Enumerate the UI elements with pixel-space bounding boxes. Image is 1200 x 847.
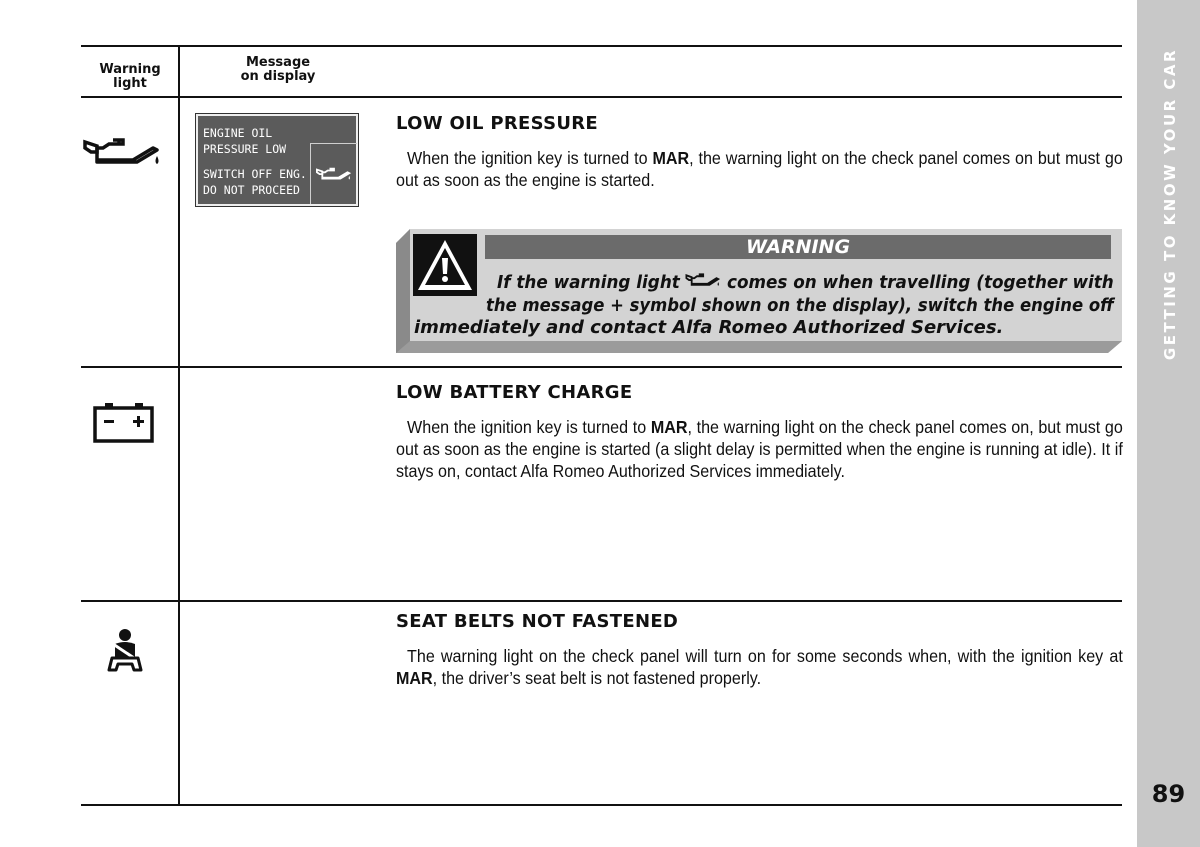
header-message-line2: on display <box>240 69 316 84</box>
header-message-line1: Message <box>245 55 311 70</box>
warning-triangle-icon <box>413 234 477 296</box>
section-body-battery <box>396 416 1123 482</box>
chapter-title: GETTING TO KNOW YOUR CAR <box>1161 47 1179 361</box>
body-text-pre: The warning light on the check panel will turn on for some seconds when, with the ignition key at <box>407 646 1123 666</box>
section-title-oil: LOW OIL PRESSURE <box>396 113 599 134</box>
body-text-pre: When the ignition key is turned to <box>407 417 651 437</box>
warning-box-bottom-edge <box>396 341 1122 353</box>
warning-text-post: comes on when travelling (together with <box>726 272 1114 293</box>
warning-text-line3: immediately and contact Alfa Romeo Authorized Services. <box>414 317 1004 338</box>
warning-heading: WARNING <box>485 235 1111 259</box>
section-body-seatbelt <box>396 645 1123 689</box>
key-position: MAR <box>650 417 688 437</box>
row-divider <box>81 600 1122 602</box>
seat-belt-icon <box>106 628 144 678</box>
warning-box-edge <box>396 229 410 353</box>
section-body-oil <box>396 147 1123 191</box>
display-message-oil <box>196 114 358 206</box>
display-line: PRESSURE LOW <box>203 142 287 156</box>
display-line: ENGINE OIL <box>203 126 273 140</box>
page-number: 89 <box>1151 780 1186 808</box>
oil-can-icon <box>316 166 352 184</box>
body-text-post: , the warning light on the check panel comes on but must go out as soon as the engine is started. <box>396 148 1123 190</box>
battery-icon <box>93 401 155 449</box>
oil-can-icon <box>686 272 721 290</box>
key-position: MAR <box>396 668 433 688</box>
display-icon-box <box>310 143 357 204</box>
warning-text-line1 <box>497 271 1114 294</box>
warning-text-line2: the message + symbol shown on the display), switch the engine off <box>486 295 1114 316</box>
display-line: DO NOT PROCEED <box>203 183 300 197</box>
section-title-seatbelt: SEAT BELTS NOT FASTENED <box>396 611 679 632</box>
header-rule <box>81 96 1122 98</box>
warning-text-pre: If the warning light <box>497 272 680 293</box>
body-text-post: , the driver’s seat belt is not fastened properly. <box>432 668 762 688</box>
oil-can-icon <box>83 136 163 176</box>
key-position: MAR <box>652 148 690 168</box>
header-message <box>222 56 334 84</box>
table-bottom-rule <box>81 804 1122 806</box>
body-text-post: , the warning light on the check panel comes on, but must go out as soon as the engine is started (a slight delay is permitted when the engine is running at idle). It if stays on, contact Alfa Romeo Authorized Services immediately. <box>396 417 1123 481</box>
header-warning-light <box>82 63 178 91</box>
section-title-battery: LOW BATTERY CHARGE <box>396 382 633 403</box>
header-warning-light-label: Warning light <box>99 62 161 91</box>
column-divider <box>178 45 180 806</box>
row-divider <box>81 366 1122 368</box>
body-text-pre: When the ignition key is turned to <box>407 148 653 168</box>
table-top-rule <box>81 45 1122 47</box>
display-line: SWITCH OFF ENG. <box>203 167 307 181</box>
